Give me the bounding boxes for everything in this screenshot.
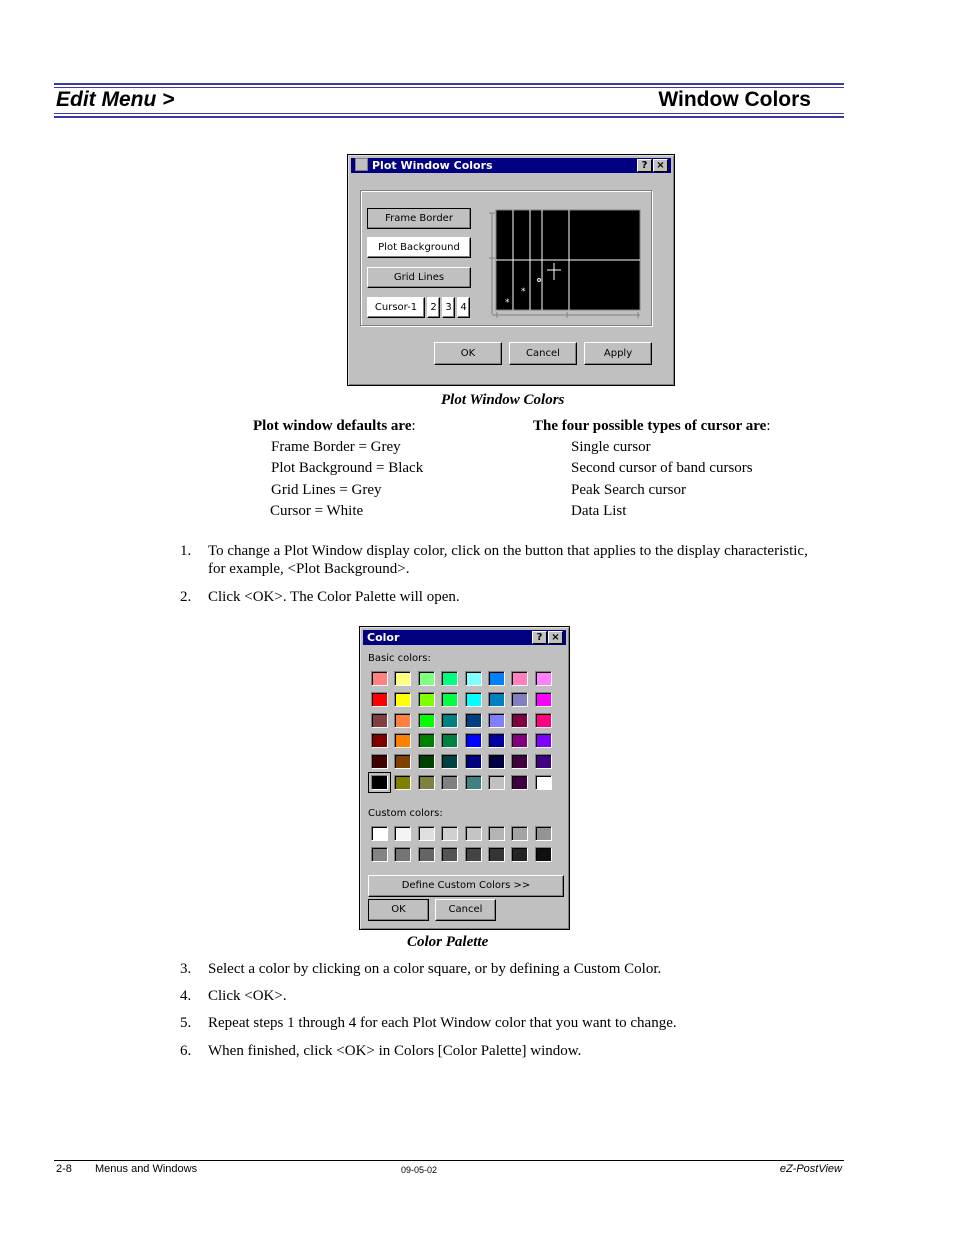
defaults-heading-text: Plot window defaults are xyxy=(253,418,412,434)
header-section: Edit Menu > xyxy=(56,88,175,111)
basic-color-swatch[interactable] xyxy=(511,671,528,686)
plot-preview xyxy=(487,208,643,320)
basic-color-swatch[interactable] xyxy=(535,775,552,790)
basic-color-swatch[interactable] xyxy=(465,733,482,748)
basic-color-swatch[interactable] xyxy=(441,754,458,769)
basic-color-swatch[interactable] xyxy=(371,713,388,728)
cursor-type-item: Single cursor xyxy=(571,439,651,455)
custom-color-swatch[interactable] xyxy=(394,847,411,862)
basic-color-swatch[interactable] xyxy=(441,692,458,707)
basic-color-swatch[interactable] xyxy=(418,733,435,748)
dialog-titlebar xyxy=(351,158,671,173)
basic-color-swatch[interactable] xyxy=(465,671,482,686)
basic-color-swatch[interactable] xyxy=(394,692,411,707)
basic-color-swatch[interactable] xyxy=(465,754,482,769)
svg-text:*: * xyxy=(505,298,510,308)
custom-color-swatch[interactable] xyxy=(394,826,411,841)
basic-color-swatch[interactable] xyxy=(488,775,505,790)
figure-caption-plot-window: Plot Window Colors xyxy=(441,392,565,408)
basic-color-swatch[interactable] xyxy=(418,692,435,707)
cancel-button[interactable]: Cancel xyxy=(509,342,577,365)
basic-color-swatch[interactable] xyxy=(535,733,552,748)
custom-color-swatch[interactable] xyxy=(511,826,528,841)
basic-color-swatch[interactable] xyxy=(371,775,388,790)
basic-color-swatch[interactable] xyxy=(394,754,411,769)
custom-color-swatch[interactable] xyxy=(465,826,482,841)
default-item: Frame Border = Grey xyxy=(271,439,401,455)
basic-color-swatch[interactable] xyxy=(488,733,505,748)
default-item: Cursor = White xyxy=(270,503,364,519)
cursor-types-heading-text: The four possible types of cursor are xyxy=(533,418,767,434)
footer-product: eZ-PostView xyxy=(779,1163,842,1175)
close-button[interactable]: × xyxy=(653,159,668,172)
basic-color-swatch[interactable] xyxy=(465,713,482,728)
basic-color-swatch[interactable] xyxy=(441,713,458,728)
color-palette-dialog xyxy=(359,626,570,930)
custom-color-swatch[interactable] xyxy=(511,847,528,862)
default-item: Grid Lines = Grey xyxy=(271,482,382,498)
help-button[interactable]: ? xyxy=(637,159,652,172)
footer-date: 09-05-02 xyxy=(401,1165,438,1175)
basic-color-swatch[interactable] xyxy=(511,754,528,769)
cursor-types-heading: The four possible types of cursor are: xyxy=(533,418,771,434)
figure-caption-color-palette: Color Palette xyxy=(407,934,489,950)
step-number: 2. xyxy=(180,589,192,605)
basic-color-swatch[interactable] xyxy=(394,713,411,728)
dialog-titlebar xyxy=(363,630,566,645)
custom-color-swatch[interactable] xyxy=(535,847,552,862)
step-text-continued: for example, <Plot Background>. xyxy=(208,561,410,577)
basic-color-swatch[interactable] xyxy=(488,692,505,707)
basic-color-swatch[interactable] xyxy=(371,733,388,748)
define-custom-colors-button[interactable]: Define Custom Colors >> xyxy=(368,875,564,897)
header-rule-bottom-thin xyxy=(54,113,844,114)
close-button[interactable]: × xyxy=(548,631,563,644)
basic-color-swatch[interactable] xyxy=(465,775,482,790)
step-text: Repeat steps 1 through 4 for each Plot Window color that you want to change. xyxy=(208,1015,677,1031)
basic-color-swatch[interactable] xyxy=(441,733,458,748)
step-number: 3. xyxy=(180,961,192,977)
basic-color-swatch[interactable] xyxy=(488,671,505,686)
custom-color-swatch[interactable] xyxy=(371,847,388,862)
basic-color-swatch[interactable] xyxy=(371,692,388,707)
custom-color-swatch[interactable] xyxy=(535,826,552,841)
footer-rule xyxy=(54,1160,844,1161)
basic-color-swatch[interactable] xyxy=(488,713,505,728)
basic-color-swatch[interactable] xyxy=(394,733,411,748)
plot-background-button[interactable]: Plot Background xyxy=(367,237,471,258)
footer-section: Menus and Windows xyxy=(95,1163,198,1175)
basic-color-swatch[interactable] xyxy=(511,692,528,707)
custom-color-swatch[interactable] xyxy=(488,826,505,841)
cursor-3-button[interactable]: 3 xyxy=(442,297,455,318)
cancel-button[interactable]: Cancel xyxy=(435,899,496,921)
plot-window-colors-dialog xyxy=(347,154,675,386)
basic-color-swatch[interactable] xyxy=(394,775,411,790)
basic-color-swatch[interactable] xyxy=(488,754,505,769)
step-number: 6. xyxy=(180,1043,192,1059)
defaults-heading: Plot window defaults are: xyxy=(253,418,416,434)
custom-color-swatch[interactable] xyxy=(465,847,482,862)
step-number: 5. xyxy=(180,1015,192,1031)
help-button[interactable]: ? xyxy=(532,631,547,644)
cursor-2-button[interactable]: 2 xyxy=(427,297,440,318)
header-rule-bottom xyxy=(54,116,844,118)
custom-color-swatch[interactable] xyxy=(371,826,388,841)
basic-color-swatch[interactable] xyxy=(418,775,435,790)
custom-color-swatch[interactable] xyxy=(441,826,458,841)
custom-color-swatch[interactable] xyxy=(488,847,505,862)
ok-button[interactable]: OK xyxy=(434,342,502,365)
custom-color-swatch[interactable] xyxy=(441,847,458,862)
frame-border-button[interactable]: Frame Border xyxy=(367,208,471,229)
svg-text:*: * xyxy=(521,287,526,297)
basic-color-swatch[interactable] xyxy=(418,754,435,769)
basic-color-swatch[interactable] xyxy=(535,692,552,707)
basic-color-swatch[interactable] xyxy=(511,733,528,748)
header-rule-top xyxy=(54,83,844,85)
basic-color-swatch[interactable] xyxy=(465,692,482,707)
step-text: When finished, click <OK> in Colors [Color Palette] window. xyxy=(208,1043,582,1059)
cursor-4-button[interactable]: 4 xyxy=(457,297,470,318)
basic-color-swatch[interactable] xyxy=(535,671,552,686)
basic-color-swatch[interactable] xyxy=(394,671,411,686)
basic-color-swatch[interactable] xyxy=(418,713,435,728)
cursor-type-item: Peak Search cursor xyxy=(571,482,686,498)
basic-colors-label: Basic colors: xyxy=(368,653,431,664)
step-text: Click <OK>. The Color Palette will open. xyxy=(208,589,460,605)
basic-color-swatch[interactable] xyxy=(535,713,552,728)
step-text: Click <OK>. xyxy=(208,988,287,1004)
header-topic: Window Colors xyxy=(658,88,811,111)
custom-color-swatch[interactable] xyxy=(418,826,435,841)
default-item: Plot Background = Black xyxy=(271,460,424,476)
basic-color-swatch[interactable] xyxy=(371,754,388,769)
basic-color-swatch[interactable] xyxy=(441,671,458,686)
cursor-type-item: Second cursor of band cursors xyxy=(571,460,753,476)
app-icon xyxy=(355,158,368,171)
basic-color-swatch[interactable] xyxy=(418,671,435,686)
dialog-title: Color xyxy=(367,631,400,644)
basic-color-swatch[interactable] xyxy=(511,775,528,790)
footer-page-number: 2-8 xyxy=(56,1163,72,1175)
basic-color-swatch[interactable] xyxy=(511,713,528,728)
ok-button[interactable]: OK xyxy=(368,899,429,921)
cursor-type-item: Data List xyxy=(571,503,627,519)
basic-color-swatch[interactable] xyxy=(441,775,458,790)
step-text: To change a Plot Window display color, click on the button that applies to the display characteristic, xyxy=(208,543,808,559)
step-number: 1. xyxy=(180,543,192,559)
basic-color-swatch[interactable] xyxy=(371,671,388,686)
dialog-title: Plot Window Colors xyxy=(372,159,493,172)
cursor-1-button[interactable]: Cursor-1 xyxy=(367,297,425,318)
grid-lines-button[interactable]: Grid Lines xyxy=(367,267,471,288)
basic-color-swatch[interactable] xyxy=(535,754,552,769)
custom-colors-label: Custom colors: xyxy=(368,808,443,819)
apply-button[interactable]: Apply xyxy=(584,342,652,365)
step-number: 4. xyxy=(180,988,192,1004)
step-text: Select a color by clicking on a color square, or by defining a Custom Color. xyxy=(208,961,662,977)
custom-color-swatch[interactable] xyxy=(418,847,435,862)
